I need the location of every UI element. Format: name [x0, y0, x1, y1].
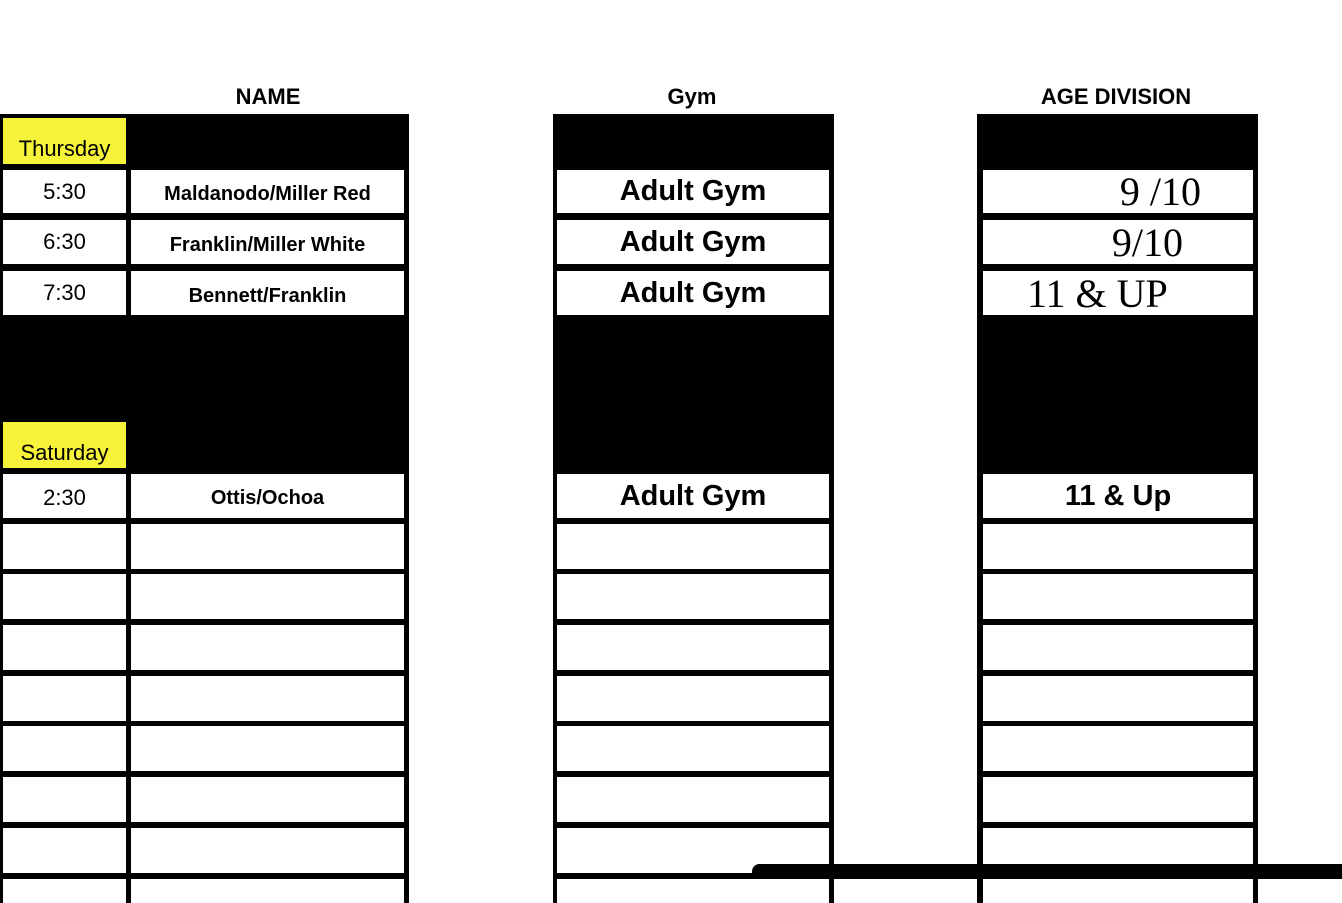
row-gym: Adult Gym: [557, 474, 829, 518]
scroll-bar[interactable]: [752, 864, 1342, 879]
empty-cell-age: [983, 777, 1253, 822]
header-gym: Gym: [667, 84, 717, 109]
empty-cell-time: [3, 828, 126, 873]
empty-cell-gym: [557, 676, 829, 721]
empty-cell-gym: [557, 524, 829, 569]
empty-cell-time: [3, 879, 126, 903]
header-age-division: AGE DIVISION: [1040, 84, 1192, 109]
row-name: Maldanodo/Miller Red: [131, 170, 404, 213]
empty-cell-age: [983, 676, 1253, 721]
empty-cell-age: [983, 625, 1253, 670]
empty-cell-time: [3, 574, 126, 619]
empty-cell-name: [131, 726, 404, 771]
empty-cell-time: [3, 726, 126, 771]
empty-cell-time: [3, 625, 126, 670]
empty-cell-name: [131, 879, 404, 903]
empty-cell-gym: [557, 726, 829, 771]
empty-cell-age: [983, 574, 1253, 619]
empty-cell-name: [131, 676, 404, 721]
header-name: NAME: [235, 84, 301, 109]
empty-cell-name: [131, 524, 404, 569]
row-age: 9 /10: [983, 170, 1253, 213]
empty-cell-name: [131, 574, 404, 619]
empty-cell-time: [3, 524, 126, 569]
empty-cell-age: [983, 524, 1253, 569]
empty-cell-gym: [557, 777, 829, 822]
row-time: 2:30: [3, 474, 126, 518]
empty-cell-time: [3, 676, 126, 721]
row-age: 9/10: [983, 220, 1253, 264]
empty-cell-gym: [557, 625, 829, 670]
empty-cell-age: [983, 726, 1253, 771]
empty-cell-gym: [557, 574, 829, 619]
row-gym: Adult Gym: [557, 170, 829, 213]
row-name: Franklin/Miller White: [131, 220, 404, 264]
empty-cell-name: [131, 625, 404, 670]
row-time: 7:30: [3, 271, 126, 315]
empty-cell-name: [131, 777, 404, 822]
empty-cell-time: [3, 777, 126, 822]
row-gym: Adult Gym: [557, 271, 829, 315]
row-name: Bennett/Franklin: [131, 271, 404, 315]
row-name: Ottis/Ochoa: [131, 474, 404, 518]
day-label-thursday: Thursday: [3, 118, 126, 164]
day-label-saturday: Saturday: [3, 422, 126, 468]
row-age: 11 & UP: [983, 271, 1253, 315]
empty-cell-name: [131, 828, 404, 873]
empty-cell-gym: [557, 879, 829, 903]
row-gym: Adult Gym: [557, 220, 829, 264]
row-time: 5:30: [3, 170, 126, 213]
row-time: 6:30: [3, 220, 126, 264]
empty-cell-age: [983, 879, 1253, 903]
row-age: 11 & Up: [983, 474, 1253, 518]
